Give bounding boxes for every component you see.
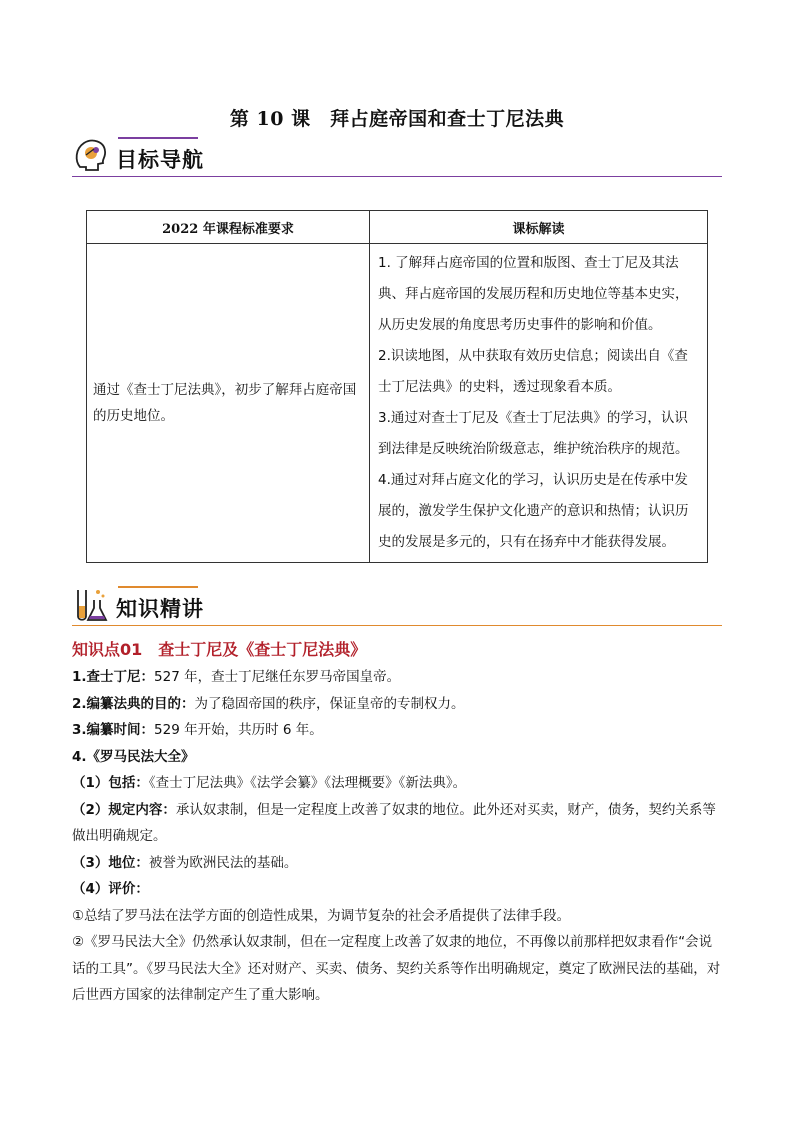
table-header-interpretation: 课标解读	[370, 211, 708, 244]
interpretation-item: 1. 了解拜占庭帝国的位置和版图、查士丁尼及其法典、拜占庭帝国的发展历程和历史地位等基本史实，从历史发展的角度思考历史事件的影响和价值。	[378, 255, 689, 333]
list-item: （1）包括：《查士丁尼法典》《法学会纂》《法理概要》《新法典》。	[72, 775, 467, 791]
list-item: ①总结了罗马法在法学方面的创造性成果，为调节复杂的社会矛盾提供了法律手段。	[72, 907, 571, 924]
standard-cell: 通过《查士丁尼法典》，初步了解拜占庭帝国的历史地位。	[87, 244, 370, 563]
interpretation-item: 3.通过对查士丁尼及《查士丁尼法典》的学习，认识到法律是反映统治阶级意志，维护统治秩序的规范。	[378, 410, 689, 457]
header-accent-line	[118, 137, 198, 139]
interpretation-item: 4.通过对拜占庭文化的学习，认识历史是在传承中发展的，激发学生保护文化遗产的意识和热情；认识历史的发展是多元的，只有在扬弃中才能获得发展。	[378, 472, 689, 550]
interpretation-cell	[370, 244, 708, 563]
list-item: 2.编纂法典的目的：为了稳固帝国的秩序，保证皇帝的专制权力。	[72, 695, 465, 712]
list-item: 3.编纂时间：529 年开始，共历时 6 年。	[72, 722, 323, 738]
list-item: （3）地位：被誉为欧洲民法的基础。	[72, 854, 298, 871]
section-label: 目标导航	[116, 148, 204, 172]
list-item: （4）评价：	[72, 881, 149, 897]
brain-icon	[72, 137, 110, 175]
knowledge-point-title: 知识点01 查士丁尼及《查士丁尼法典》	[72, 640, 367, 659]
section-divider	[72, 625, 722, 626]
list-item: ②《罗马民法大全》仍然承认奴隶制，但在一定程度上改善了奴隶的地位，不再像以前那样把奴隶看作“会说话的工具”。《罗马民法大全》还对财产、买卖、债务、契约关系等作出明确规定，奠定了欧洲民法的基础，对后世西方国家的法律制定产生了重大影响。	[72, 934, 721, 1003]
section-header-knowledge	[72, 586, 722, 626]
section-divider	[72, 176, 722, 177]
page-title: 第 10 课 拜占庭帝国和查士丁尼法典	[229, 108, 565, 130]
flask-icon	[72, 586, 110, 624]
list-item: 1.查士丁尼：527 年，查士丁尼继任东罗马帝国皇帝。	[72, 669, 401, 685]
interpretation-item: 2.识读地图，从中获取有效历史信息；阅读出自《查士丁尼法典》的史料，透过现象看本质。	[378, 348, 688, 395]
list-item: （2）规定内容：承认奴隶制，但是一定程度上改善了奴隶的地位。此外还对买卖，财产，债务，契约关系等做出明确规定。	[72, 801, 716, 844]
list-item: 4.《罗马民法大全》	[72, 748, 195, 765]
section-label: 知识精讲	[116, 597, 204, 621]
header-accent-line	[118, 586, 198, 588]
table-header-standard: 2022 年课程标准要求	[87, 211, 370, 244]
curriculum-table	[86, 210, 708, 563]
section-header-goals	[72, 137, 722, 177]
knowledge-content	[72, 664, 724, 1009]
